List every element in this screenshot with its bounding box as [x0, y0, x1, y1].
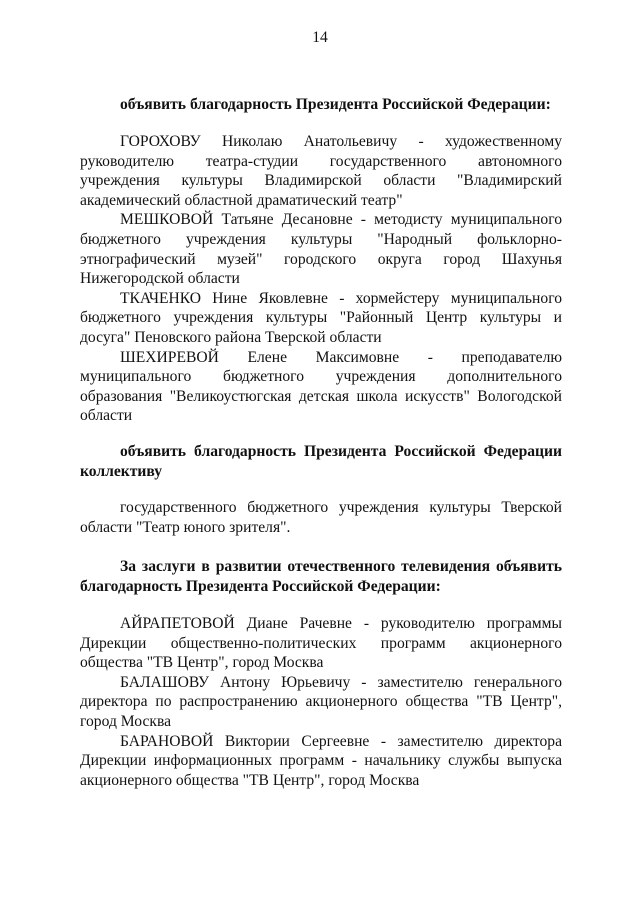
award-entry-baranova: БАРАНОВОЙ Виктории Сергеевне - заместителю директора Дирекции информационных программ - начальнику службы выпуска акционерного общества "ТВ Центр", город Москва [80, 732, 562, 789]
page-number: 14 [312, 29, 328, 46]
award-entry-gorokhov: ГОРОХОВУ Николаю Анатольевичу - художественному руководителю театра-студии государственного автономного учреждения культуры Владимирской области "Владимирский академический областной драматический театр" [80, 133, 562, 209]
award-entry-tkachenko: ТКАЧЕНКО Нине Яковлевне - хормейстеру муниципального бюджетного учреждения культуры "Районный Центр культуры и досуга" Пеновского района Тверской области [80, 289, 562, 346]
section2-list [80, 498, 562, 537]
section2-heading: объявить благодарность Президента Российской Федерации коллективу [80, 443, 562, 480]
award-entry-collective: государственного бюджетного учреждения культуры Тверской области "Театр юного зрителя". [80, 499, 562, 536]
section1-list [80, 132, 562, 426]
award-entry-balashov: БАЛАШОВУ Антону Юрьевичу - заместителю генерального директора по распространению акционерного общества "ТВ Центр", город Москва [80, 673, 562, 730]
section1-heading: объявить благодарность Президента Российской Федерации: [120, 96, 551, 113]
section3-heading: За заслуги в развитии отечественного телевидения объявить благодарность Президента Российской Федерации: [80, 558, 562, 595]
award-entry-ayrapetova: АЙРАПЕТОВОЙ Диане Рачевне - руководителю программы Дирекции общественно-политических программ акционерного общества "ТВ Центр", город Москва [80, 615, 562, 672]
award-entry-meshkova: МЕШКОВОЙ Татьяне Десановне - методисту муниципального бюджетного учреждения культуры "Народный фольклорно-этнографический музей" городского округа город Шахунья Нижегородской области [80, 211, 562, 288]
section3-list [80, 614, 562, 790]
award-entry-shekhireva: ШЕХИРЕВОЙ Елене Максимовне - преподавателю муниципального бюджетного учреждения дополнительного образования "Великоустюгская детская школа искусств" Вологодской области [80, 348, 562, 425]
